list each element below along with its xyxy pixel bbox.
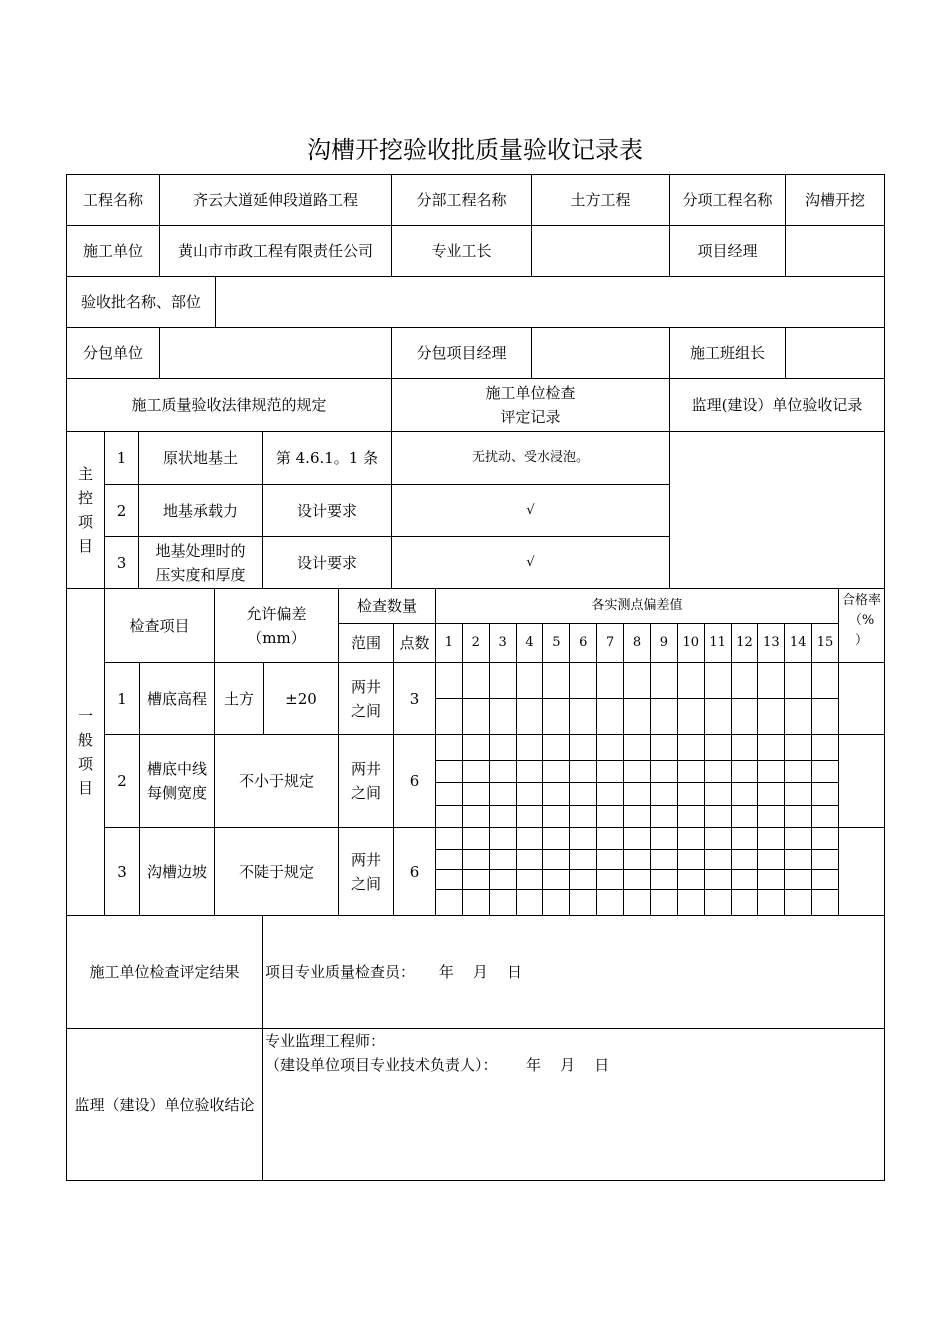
point-number-header: 5 — [542, 623, 570, 663]
point-number-header: 15 — [811, 623, 839, 663]
deviation-cell[interactable] — [757, 869, 785, 890]
general-items-label — [66, 588, 105, 916]
contractor-result-label: 施工单位检查评定结果 — [66, 915, 263, 1029]
subitem-label: 分项工程名称 — [669, 174, 786, 226]
deviation-cell[interactable] — [489, 760, 517, 783]
deviation-cell[interactable] — [731, 782, 759, 806]
sub-pm-label: 分包项目经理 — [391, 327, 532, 379]
check-header-line2: 评定记录 — [500, 408, 561, 426]
deviation-cell[interactable] — [704, 782, 732, 806]
deviation-cell[interactable] — [435, 662, 463, 699]
deviation-cell[interactable] — [462, 782, 490, 806]
deviation-cell[interactable] — [596, 662, 624, 699]
deviation-cell[interactable] — [596, 805, 624, 828]
deviation-cell[interactable] — [623, 698, 651, 735]
deviation-cell[interactable] — [596, 760, 624, 783]
deviation-cell[interactable] — [542, 805, 570, 828]
deviation-header: 各实测点偏差值 — [435, 588, 839, 624]
general-item-name: 沟槽边坡 — [139, 827, 215, 916]
deviation-cell[interactable] — [516, 662, 544, 699]
deviation-cell[interactable] — [623, 849, 651, 870]
label-char: 目 — [77, 779, 93, 797]
deviation-cell[interactable] — [516, 869, 544, 890]
range-line: 之间 — [350, 874, 381, 893]
deviation-cell[interactable] — [677, 662, 705, 699]
points-header: 点数 — [393, 623, 436, 663]
qty-header: 检查数量 — [338, 588, 436, 624]
general-item-points: 6 — [393, 734, 436, 828]
point-number-header: 8 — [623, 623, 651, 663]
pass-rate-line: （% — [848, 613, 875, 628]
foreman-label: 专业工长 — [391, 225, 532, 277]
deviation-cell[interactable] — [516, 805, 544, 828]
deviation-cell[interactable] — [677, 760, 705, 783]
deviation-cell[interactable] — [704, 698, 732, 735]
label-char: 目 — [77, 537, 93, 555]
name-line: 槽底中线 — [146, 760, 207, 778]
deviation-cell[interactable] — [784, 698, 812, 735]
contractor-result-field[interactable]: 项目专业质量检查员： 年 月 日 — [262, 915, 885, 1029]
deviation-cell[interactable] — [435, 889, 463, 916]
deviation-cell[interactable] — [542, 889, 570, 916]
main-supervision-record[interactable] — [669, 431, 885, 589]
deviation-cell[interactable] — [650, 869, 678, 890]
pass-rate-header — [838, 588, 885, 663]
deviation-cell[interactable] — [489, 782, 517, 806]
deviation-cell[interactable] — [650, 889, 678, 916]
deviation-cell[interactable] — [489, 849, 517, 870]
general-item-type: 土方 — [214, 662, 264, 735]
deviation-cell[interactable] — [489, 734, 517, 761]
deviation-cell[interactable] — [596, 849, 624, 870]
deviation-cell[interactable] — [462, 734, 490, 761]
deviation-cell[interactable] — [757, 698, 785, 735]
main-item-no: 2 — [104, 484, 139, 537]
deviation-cell[interactable] — [596, 734, 624, 761]
range-line: 两井 — [350, 850, 381, 869]
sub-contractor-label: 分包单位 — [66, 327, 160, 379]
deviation-cell[interactable] — [811, 782, 839, 806]
deviation-cell[interactable] — [811, 889, 839, 916]
general-item-points: 6 — [393, 827, 436, 916]
batch-field[interactable] — [215, 276, 885, 328]
general-item-pass-rate[interactable] — [838, 662, 885, 735]
deviation-cell[interactable] — [731, 849, 759, 870]
deviation-cell[interactable] — [704, 734, 732, 761]
label-char: 控 — [77, 489, 93, 507]
deviation-cell[interactable] — [516, 849, 544, 870]
pm-field[interactable] — [785, 225, 885, 277]
label-char: 一 — [77, 707, 93, 725]
deviation-cell[interactable] — [516, 734, 544, 761]
pm-label: 项目经理 — [669, 225, 786, 277]
name-line: 地基处理时的 — [155, 541, 246, 560]
point-number-header: 12 — [731, 623, 759, 663]
deviation-cell[interactable] — [516, 782, 544, 806]
deviation-cell[interactable] — [731, 760, 759, 783]
deviation-cell[interactable] — [623, 827, 651, 850]
deviation-cell[interactable] — [731, 662, 759, 699]
point-number-header: 3 — [489, 623, 517, 663]
label-char: 主 — [77, 465, 93, 483]
deviation-cell[interactable] — [811, 698, 839, 735]
deviation-cell[interactable] — [435, 805, 463, 828]
deviation-cell[interactable] — [650, 805, 678, 828]
deviation-cell[interactable] — [542, 698, 570, 735]
general-item-tolerance: ±20 — [263, 662, 339, 735]
general-item-tolerance: 不小于规定 — [214, 734, 339, 828]
supervision-column-header: 监理(建设）单位验收记录 — [669, 378, 885, 432]
deviation-cell[interactable] — [462, 849, 490, 870]
point-number-header: 2 — [462, 623, 490, 663]
label-char: 项 — [77, 513, 93, 531]
deviation-cell[interactable] — [516, 698, 544, 735]
contractor-label: 施工单位 — [66, 225, 160, 277]
deviation-cell[interactable] — [677, 849, 705, 870]
deviation-cell[interactable] — [650, 849, 678, 870]
deviation-cell[interactable] — [435, 827, 463, 850]
deviation-cell[interactable] — [677, 869, 705, 890]
range-line: 之间 — [350, 701, 381, 720]
division-field[interactable]: 土方工程 — [531, 174, 670, 226]
label-char: 项 — [77, 755, 93, 773]
point-number-header: 14 — [784, 623, 812, 663]
main-item-result[interactable]: √ — [391, 484, 670, 537]
point-number-header: 4 — [516, 623, 544, 663]
deviation-cell[interactable] — [704, 869, 732, 890]
deviation-cell[interactable] — [757, 827, 785, 850]
contractor-field[interactable]: 黄山市市政工程有限责任公司 — [159, 225, 392, 277]
deviation-cell[interactable] — [623, 760, 651, 783]
deviation-cell[interactable] — [489, 889, 517, 916]
supervision-conclusion-label: 监理（建设）单位验收结论 — [66, 1028, 263, 1181]
deviation-cell[interactable] — [542, 760, 570, 783]
pass-rate-line: ） — [854, 633, 868, 648]
deviation-cell[interactable] — [569, 805, 597, 828]
deviation-cell[interactable] — [623, 734, 651, 761]
deviation-cell[interactable] — [757, 662, 785, 699]
deviation-cell[interactable] — [462, 827, 490, 850]
deviation-cell[interactable] — [784, 849, 812, 870]
sub-contractor-field[interactable] — [159, 327, 392, 379]
deviation-cell[interactable] — [569, 889, 597, 916]
deviation-cell[interactable] — [784, 734, 812, 761]
main-item-name: 原状地基土 — [138, 431, 263, 485]
deviation-cell[interactable] — [784, 760, 812, 783]
deviation-cell[interactable] — [596, 827, 624, 850]
deviation-cell[interactable] — [704, 827, 732, 850]
deviation-cell[interactable] — [516, 760, 544, 783]
deviation-cell[interactable] — [569, 734, 597, 761]
deviation-cell[interactable] — [677, 827, 705, 850]
tolerance-line: 允许偏差 — [246, 604, 307, 623]
deviation-cell[interactable] — [569, 827, 597, 850]
supervision-line: 专业监理工程师： — [265, 1032, 386, 1050]
deviation-cell[interactable] — [462, 869, 490, 890]
deviation-cell[interactable] — [784, 662, 812, 699]
deviation-cell[interactable] — [542, 869, 570, 890]
team-leader-label: 施工班组长 — [669, 327, 786, 379]
deviation-cell[interactable] — [811, 734, 839, 761]
deviation-cell[interactable] — [677, 805, 705, 828]
deviation-cell[interactable] — [757, 760, 785, 783]
general-item-points: 3 — [393, 662, 436, 735]
range-header: 范围 — [338, 623, 394, 663]
general-item-tolerance: 不陡于规定 — [214, 827, 339, 916]
deviation-cell[interactable] — [596, 782, 624, 806]
range-line: 两井 — [350, 677, 381, 696]
deviation-cell[interactable] — [650, 827, 678, 850]
deviation-cell[interactable] — [462, 662, 490, 699]
deviation-cell[interactable] — [677, 782, 705, 806]
deviation-cell[interactable] — [650, 782, 678, 806]
deviation-cell[interactable] — [811, 662, 839, 699]
deviation-cell[interactable] — [784, 869, 812, 890]
pass-rate-line: 合格率 — [841, 593, 881, 608]
deviation-cell[interactable] — [489, 698, 517, 735]
deviation-cell[interactable] — [435, 760, 463, 783]
deviation-cell[interactable] — [731, 734, 759, 761]
point-number-header: 10 — [677, 623, 705, 663]
deviation-cell[interactable] — [462, 805, 490, 828]
division-label: 分部工程名称 — [391, 174, 532, 226]
deviation-cell[interactable] — [596, 698, 624, 735]
deviation-cell[interactable] — [677, 734, 705, 761]
deviation-cell[interactable] — [542, 734, 570, 761]
range-line: 之间 — [350, 784, 381, 802]
deviation-cell[interactable] — [731, 869, 759, 890]
deviation-cell[interactable] — [731, 805, 759, 828]
deviation-cell[interactable] — [811, 849, 839, 870]
deviation-cell[interactable] — [542, 827, 570, 850]
deviation-cell[interactable] — [811, 805, 839, 828]
deviation-cell[interactable] — [784, 889, 812, 916]
supervision-conclusion-field[interactable] — [262, 1028, 885, 1181]
general-item-range — [338, 734, 394, 828]
general-item-name — [139, 734, 215, 828]
deviation-cell[interactable] — [677, 698, 705, 735]
deviation-cell[interactable] — [569, 869, 597, 890]
point-number-header: 7 — [596, 623, 624, 663]
deviation-cell[interactable] — [650, 698, 678, 735]
deviation-cell[interactable] — [489, 869, 517, 890]
sub-pm-field[interactable] — [531, 327, 670, 379]
deviation-cell[interactable] — [542, 662, 570, 699]
deviation-cell[interactable] — [757, 849, 785, 870]
deviation-cell[interactable] — [623, 782, 651, 806]
deviation-cell[interactable] — [731, 827, 759, 850]
deviation-cell[interactable] — [757, 782, 785, 806]
deviation-cell[interactable] — [757, 805, 785, 828]
deviation-cell[interactable] — [435, 698, 463, 735]
deviation-cell[interactable] — [811, 869, 839, 890]
check-column-header — [391, 378, 670, 432]
deviation-cell[interactable] — [489, 662, 517, 699]
deviation-cell[interactable] — [623, 889, 651, 916]
deviation-cell[interactable] — [731, 889, 759, 916]
deviation-cell[interactable] — [757, 889, 785, 916]
team-leader-field[interactable] — [785, 327, 885, 379]
deviation-cell[interactable] — [542, 782, 570, 806]
main-items-label — [66, 431, 105, 589]
deviation-cell[interactable] — [650, 734, 678, 761]
deviation-cell[interactable] — [489, 805, 517, 828]
project-name-field[interactable]: 齐云大道延伸段道路工程 — [159, 174, 392, 226]
deviation-cell[interactable] — [704, 889, 732, 916]
deviation-cell[interactable] — [704, 805, 732, 828]
general-item-pass-rate[interactable] — [838, 827, 885, 916]
main-item-no: 1 — [104, 431, 139, 485]
deviation-cell[interactable] — [435, 849, 463, 870]
deviation-cell[interactable] — [704, 662, 732, 699]
deviation-cell[interactable] — [596, 869, 624, 890]
spec-column-header: 施工质量验收法律规范的规定 — [66, 378, 392, 432]
deviation-cell[interactable] — [596, 889, 624, 916]
check-header-line1: 施工单位检查 — [485, 384, 576, 402]
general-item-no: 1 — [104, 662, 140, 735]
name-line: 压实度和厚度 — [155, 565, 246, 584]
label-char: 般 — [77, 731, 93, 749]
general-item-pass-rate[interactable] — [838, 734, 885, 828]
point-number-header: 11 — [704, 623, 732, 663]
general-item-name: 槽底高程 — [139, 662, 215, 735]
deviation-cell[interactable] — [811, 760, 839, 783]
point-number-header: 13 — [757, 623, 785, 663]
foreman-field[interactable] — [531, 225, 670, 277]
supervision-line: （建设单位项目专业技术负责人）： 年 月 日 — [265, 1056, 610, 1074]
deviation-cell[interactable] — [569, 760, 597, 783]
deviation-cell[interactable] — [435, 869, 463, 890]
main-item-spec: 设计要求 — [262, 484, 392, 537]
deviation-cell[interactable] — [569, 698, 597, 735]
deviation-cell[interactable] — [623, 662, 651, 699]
deviation-cell[interactable] — [462, 760, 490, 783]
deviation-cell[interactable] — [516, 889, 544, 916]
page-title: 沟槽开挖验收批质量验收记录表 — [307, 136, 643, 164]
general-item-no: 2 — [104, 734, 140, 828]
deviation-cell[interactable] — [784, 805, 812, 828]
project-name-label: 工程名称 — [66, 174, 160, 226]
general-item-no: 3 — [104, 827, 140, 916]
deviation-cell[interactable] — [462, 698, 490, 735]
deviation-cell[interactable] — [650, 760, 678, 783]
subitem-field[interactable]: 沟槽开挖 — [785, 174, 885, 226]
point-number-header: 1 — [435, 623, 463, 663]
deviation-cell[interactable] — [757, 734, 785, 761]
deviation-cell[interactable] — [569, 849, 597, 870]
deviation-cell[interactable] — [569, 662, 597, 699]
point-number-header: 6 — [569, 623, 597, 663]
deviation-cell[interactable] — [811, 827, 839, 850]
deviation-cell[interactable] — [462, 889, 490, 916]
batch-label: 验收批名称、部位 — [66, 276, 216, 328]
deviation-cell[interactable] — [623, 805, 651, 828]
deviation-cell[interactable] — [731, 698, 759, 735]
deviation-cell[interactable] — [677, 889, 705, 916]
tolerance-line: （mm） — [247, 628, 306, 647]
main-item-spec: 第 4.6.1。1 条 — [262, 431, 392, 485]
range-line: 两井 — [350, 760, 381, 778]
general-item-range — [338, 827, 394, 916]
check-item-header: 检查项目 — [104, 588, 215, 663]
main-item-name: 地基承载力 — [138, 484, 263, 537]
deviation-cell[interactable] — [650, 662, 678, 699]
point-number-header: 9 — [650, 623, 678, 663]
deviation-cell[interactable] — [489, 827, 517, 850]
deviation-cell[interactable] — [704, 849, 732, 870]
main-item-no: 3 — [104, 536, 139, 589]
name-line: 每侧宽度 — [146, 784, 207, 802]
deviation-cell[interactable] — [435, 734, 463, 761]
main-item-name — [138, 536, 263, 589]
deviation-cell[interactable] — [569, 782, 597, 806]
general-item-range — [338, 662, 394, 735]
deviation-cell[interactable] — [435, 782, 463, 806]
deviation-cell[interactable] — [784, 782, 812, 806]
deviation-cell[interactable] — [623, 869, 651, 890]
main-item-result[interactable]: √ — [391, 536, 670, 589]
deviation-cell[interactable] — [516, 827, 544, 850]
deviation-cell[interactable] — [784, 827, 812, 850]
main-item-spec: 设计要求 — [262, 536, 392, 589]
deviation-cell[interactable] — [704, 760, 732, 783]
main-item-result[interactable]: 无扰动、受水浸泡。 — [391, 431, 670, 485]
tolerance-header — [214, 588, 339, 663]
deviation-cell[interactable] — [542, 849, 570, 870]
